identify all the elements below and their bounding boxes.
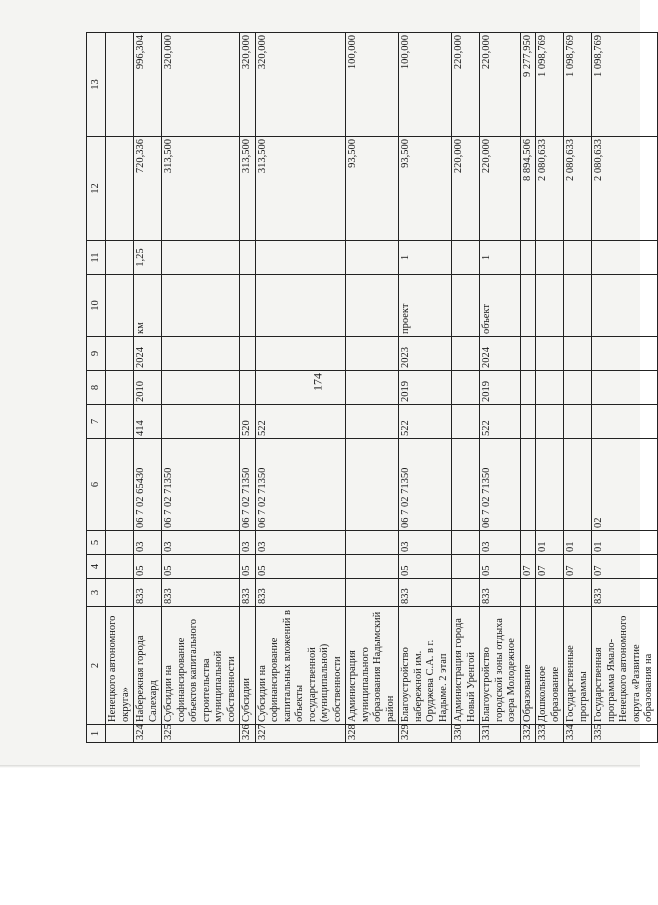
table-cell-col-12: 220,000 — [480, 137, 521, 241]
table-cell-col-6: 06 7 02 71350 — [255, 439, 346, 531]
table-cell-col-2: Государственные программы — [564, 607, 592, 725]
table-cell-col-7 — [106, 405, 134, 439]
table-cell-col-10 — [536, 275, 564, 337]
table-cell-col-9 — [162, 337, 240, 371]
table-cell-col-1: 328 — [346, 725, 399, 743]
header-cell: 9 — [87, 337, 106, 371]
table-row — [255, 33, 346, 743]
table-cell-col-6 — [452, 439, 480, 531]
rotated-table-wrapper — [86, 33, 654, 743]
header-cell: 12 — [87, 137, 106, 241]
table-cell-col-9: 2023 — [399, 337, 452, 371]
table-cell-col-13: 1 098,769 — [564, 33, 592, 137]
table-cell-col-2: Государственная программа Ямало-Ненецкого автономного округа «Развитие образования на — [592, 607, 658, 725]
table-cell-col-1: 329 — [399, 725, 452, 743]
table-viewport — [86, 33, 654, 743]
table-cell-col-2: Благоустройство городской зоны отдыха озера Молодежное — [480, 607, 521, 725]
table-cell-col-9 — [520, 337, 536, 371]
table-cell-col-12: 313,500 — [255, 137, 346, 241]
scan-edge — [0, 765, 640, 768]
table-cell-col-5 — [106, 531, 134, 555]
table-cell-col-2: Субсидии на софинансирование объектов капитального строительства муниципальной собственности — [162, 607, 240, 725]
table-cell-col-9 — [564, 337, 592, 371]
table-cell-col-4: 05 — [162, 555, 240, 579]
table-cell-col-4 — [106, 555, 134, 579]
table-cell-col-11 — [452, 241, 480, 275]
table-cell-col-8 — [162, 371, 240, 405]
table-cell-col-4: 05 — [399, 555, 452, 579]
table-cell-col-9: 2024 — [480, 337, 521, 371]
table-cell-col-10: км — [134, 275, 162, 337]
table-cell-col-6: 06 7 02 71350 — [162, 439, 240, 531]
table-cell-col-8: 2019 — [399, 371, 452, 405]
header-cell: 13 — [87, 33, 106, 137]
table-cell-col-4: 07 — [536, 555, 564, 579]
table-cell-col-5: 03 — [134, 531, 162, 555]
table-cell-col-12: 313,500 — [162, 137, 240, 241]
table-cell-col-9 — [240, 337, 256, 371]
table-cell-col-13: 9 277,950 — [520, 33, 536, 137]
table-row — [452, 33, 480, 743]
table-cell-col-6: 06 7 02 71350 — [480, 439, 521, 531]
table-cell-col-1: 325 — [162, 725, 240, 743]
table-cell-col-12: 93,500 — [399, 137, 452, 241]
table-header-row — [87, 33, 106, 743]
table-cell-col-2: Администрация муниципального образования Надымский район — [346, 607, 399, 725]
table-cell-col-5: 03 — [480, 531, 521, 555]
table-cell-col-11 — [520, 241, 536, 275]
table-cell-col-6: 06 7 02 71350 — [399, 439, 452, 531]
table-cell-col-13: 100,000 — [346, 33, 399, 137]
table-cell-col-1: 335 — [592, 725, 658, 743]
table-cell-col-3 — [564, 579, 592, 607]
table-cell-col-10 — [240, 275, 256, 337]
table-row — [480, 33, 521, 743]
header-cell: 6 — [87, 439, 106, 531]
table-cell-col-5: 01 — [564, 531, 592, 555]
table-cell-col-4: 05 — [480, 555, 521, 579]
table-row — [520, 33, 536, 743]
budget-table — [86, 32, 658, 743]
table-cell-col-7 — [592, 405, 658, 439]
table-cell-col-4: 07 — [592, 555, 658, 579]
table-cell-col-2: Набережная города Салехард — [134, 607, 162, 725]
table-cell-col-1: 331 — [480, 725, 521, 743]
table-cell-col-9 — [346, 337, 399, 371]
table-cell-col-2: Благоустройство набережной им. Оруджева С.А. в г. Надыме. 2 этап — [399, 607, 452, 725]
table-cell-col-8 — [255, 371, 346, 405]
table-cell-col-13: 1 098,769 — [536, 33, 564, 137]
table-cell-col-11: 1 — [480, 241, 521, 275]
table-cell-col-8 — [346, 371, 399, 405]
table-cell-col-12: 2 080,633 — [564, 137, 592, 241]
table-cell-col-8 — [106, 371, 134, 405]
table-cell-col-13: 320,000 — [162, 33, 240, 137]
table-cell-col-13 — [106, 33, 134, 137]
table-cell-col-8 — [452, 371, 480, 405]
table-cell-col-13: 996,304 — [134, 33, 162, 137]
table-cell-col-5 — [520, 531, 536, 555]
header-cell: 7 — [87, 405, 106, 439]
table-cell-col-5: 03 — [255, 531, 346, 555]
table-cell-col-3: 833 — [399, 579, 452, 607]
table-body — [87, 33, 658, 743]
table-cell-col-1: 333 — [536, 725, 564, 743]
header-cell: 4 — [87, 555, 106, 579]
table-cell-col-7 — [452, 405, 480, 439]
table-cell-col-3: 833 — [240, 579, 256, 607]
table-cell-col-8 — [520, 371, 536, 405]
table-cell-col-13: 220,000 — [480, 33, 521, 137]
table-cell-col-9 — [452, 337, 480, 371]
table-cell-col-4 — [452, 555, 480, 579]
table-cell-col-4: 05 — [134, 555, 162, 579]
table-cell-col-5: 03 — [399, 531, 452, 555]
table-cell-col-1: 332 — [520, 725, 536, 743]
table-cell-col-4: 05 — [240, 555, 256, 579]
table-cell-col-3: 833 — [592, 579, 658, 607]
table-cell-col-12: 2 080,633 — [592, 137, 658, 241]
table-row — [134, 33, 162, 743]
table-cell-col-8: 2019 — [480, 371, 521, 405]
table-cell-col-7: 522 — [255, 405, 346, 439]
table-cell-col-7 — [162, 405, 240, 439]
table-cell-col-2: Субсидии на софинансирование капитальных вложений в объекты государственной (муниципальной) собственности — [255, 607, 346, 725]
header-cell: 11 — [87, 241, 106, 275]
table-cell-col-11 — [536, 241, 564, 275]
table-cell-col-11 — [255, 241, 346, 275]
table-cell-col-6 — [346, 439, 399, 531]
table-cell-col-1: 330 — [452, 725, 480, 743]
table-cell-col-10 — [520, 275, 536, 337]
table-cell-col-2: Ненецкого автономного округа» — [106, 607, 134, 725]
table-cell-col-1: 327 — [255, 725, 346, 743]
table-cell-col-5 — [452, 531, 480, 555]
table-cell-col-7 — [564, 405, 592, 439]
table-cell-col-1 — [106, 725, 134, 743]
table-cell-col-2: Субсидии — [240, 607, 256, 725]
table-cell-col-4: 07 — [520, 555, 536, 579]
table-cell-col-9: 2024 — [134, 337, 162, 371]
table-cell-col-3: 833 — [480, 579, 521, 607]
table-cell-col-10 — [452, 275, 480, 337]
table-cell-col-12 — [106, 137, 134, 241]
table-cell-col-3 — [536, 579, 564, 607]
table-cell-col-9 — [106, 337, 134, 371]
table-cell-col-9 — [255, 337, 346, 371]
table-cell-col-13: 320,000 — [255, 33, 346, 137]
table-cell-col-8 — [240, 371, 256, 405]
table-cell-col-10 — [255, 275, 346, 337]
table-cell-col-8 — [564, 371, 592, 405]
table-row — [240, 33, 256, 743]
table-cell-col-12: 313,500 — [240, 137, 256, 241]
table-cell-col-7: 522 — [480, 405, 521, 439]
table-cell-col-7 — [536, 405, 564, 439]
table-cell-col-13: 320,000 — [240, 33, 256, 137]
table-cell-col-1: 334 — [564, 725, 592, 743]
table-cell-col-3 — [520, 579, 536, 607]
page-number: 174 — [310, 373, 325, 391]
table-cell-col-13: 1 098,769 — [592, 33, 658, 137]
table-cell-col-5: 01 — [592, 531, 658, 555]
table-cell-col-3 — [452, 579, 480, 607]
header-cell: 3 — [87, 579, 106, 607]
table-cell-col-10: проект — [399, 275, 452, 337]
table-cell-col-11: 1 — [399, 241, 452, 275]
table-cell-col-7: 414 — [134, 405, 162, 439]
table-cell-col-3: 833 — [162, 579, 240, 607]
table-cell-col-3 — [106, 579, 134, 607]
table-row — [106, 33, 134, 743]
header-cell: 5 — [87, 531, 106, 555]
table-row — [346, 33, 399, 743]
header-cell: 10 — [87, 275, 106, 337]
table-cell-col-5: 03 — [162, 531, 240, 555]
table-cell-col-7: 522 — [399, 405, 452, 439]
table-cell-col-10: объект — [480, 275, 521, 337]
table-cell-col-3: 833 — [255, 579, 346, 607]
table-cell-col-2: Дошкольное образование — [536, 607, 564, 725]
header-cell: 8 — [87, 371, 106, 405]
table-cell-col-11 — [106, 241, 134, 275]
table-row — [536, 33, 564, 743]
table-cell-col-1: 326 — [240, 725, 256, 743]
table-cell-col-4: 05 — [255, 555, 346, 579]
table-cell-col-8 — [592, 371, 658, 405]
table-cell-col-10 — [106, 275, 134, 337]
header-cell: 2 — [87, 607, 106, 725]
table-row — [162, 33, 240, 743]
table-cell-col-10 — [346, 275, 399, 337]
table-cell-col-3: 833 — [134, 579, 162, 607]
table-cell-col-7 — [520, 405, 536, 439]
table-cell-col-10 — [592, 275, 658, 337]
table-cell-col-6 — [106, 439, 134, 531]
table-cell-col-6 — [536, 439, 564, 531]
table-cell-col-6 — [564, 439, 592, 531]
table-cell-col-5 — [346, 531, 399, 555]
table-cell-col-13: 100,000 — [399, 33, 452, 137]
table-cell-col-8: 2010 — [134, 371, 162, 405]
table-cell-col-10 — [162, 275, 240, 337]
table-cell-col-6 — [520, 439, 536, 531]
table-cell-col-11 — [240, 241, 256, 275]
table-row — [564, 33, 592, 743]
table-cell-col-7 — [346, 405, 399, 439]
table-cell-col-11: 1,25 — [134, 241, 162, 275]
table-cell-col-11 — [564, 241, 592, 275]
table-cell-col-12: 8 894,506 — [520, 137, 536, 241]
table-cell-col-12: 720,336 — [134, 137, 162, 241]
table-cell-col-9 — [536, 337, 564, 371]
table-cell-col-7: 520 — [240, 405, 256, 439]
table-cell-col-10 — [564, 275, 592, 337]
table-cell-col-12: 93,500 — [346, 137, 399, 241]
table-cell-col-11 — [592, 241, 658, 275]
table-row — [399, 33, 452, 743]
table-cell-col-12: 220,000 — [452, 137, 480, 241]
table-cell-col-5: 03 — [240, 531, 256, 555]
table-cell-col-6: 02 — [592, 439, 658, 531]
table-cell-col-5: 01 — [536, 531, 564, 555]
table-row — [592, 33, 658, 743]
table-cell-col-13: 220,000 — [452, 33, 480, 137]
table-cell-col-2: Образование — [520, 607, 536, 725]
table-cell-col-8 — [536, 371, 564, 405]
table-cell-col-11 — [346, 241, 399, 275]
table-cell-col-11 — [162, 241, 240, 275]
table-cell-col-3 — [346, 579, 399, 607]
table-cell-col-4: 07 — [564, 555, 592, 579]
table-cell-col-6: 06 7 02 65430 — [134, 439, 162, 531]
table-cell-col-9 — [592, 337, 658, 371]
table-cell-col-6: 06 7 02 71350 — [240, 439, 256, 531]
table-cell-col-4 — [346, 555, 399, 579]
table-cell-col-12: 2 080,633 — [536, 137, 564, 241]
header-cell: 1 — [87, 725, 106, 743]
table-cell-col-2: Администрация города Новый Уренгой — [452, 607, 480, 725]
table-cell-col-1: 324 — [134, 725, 162, 743]
